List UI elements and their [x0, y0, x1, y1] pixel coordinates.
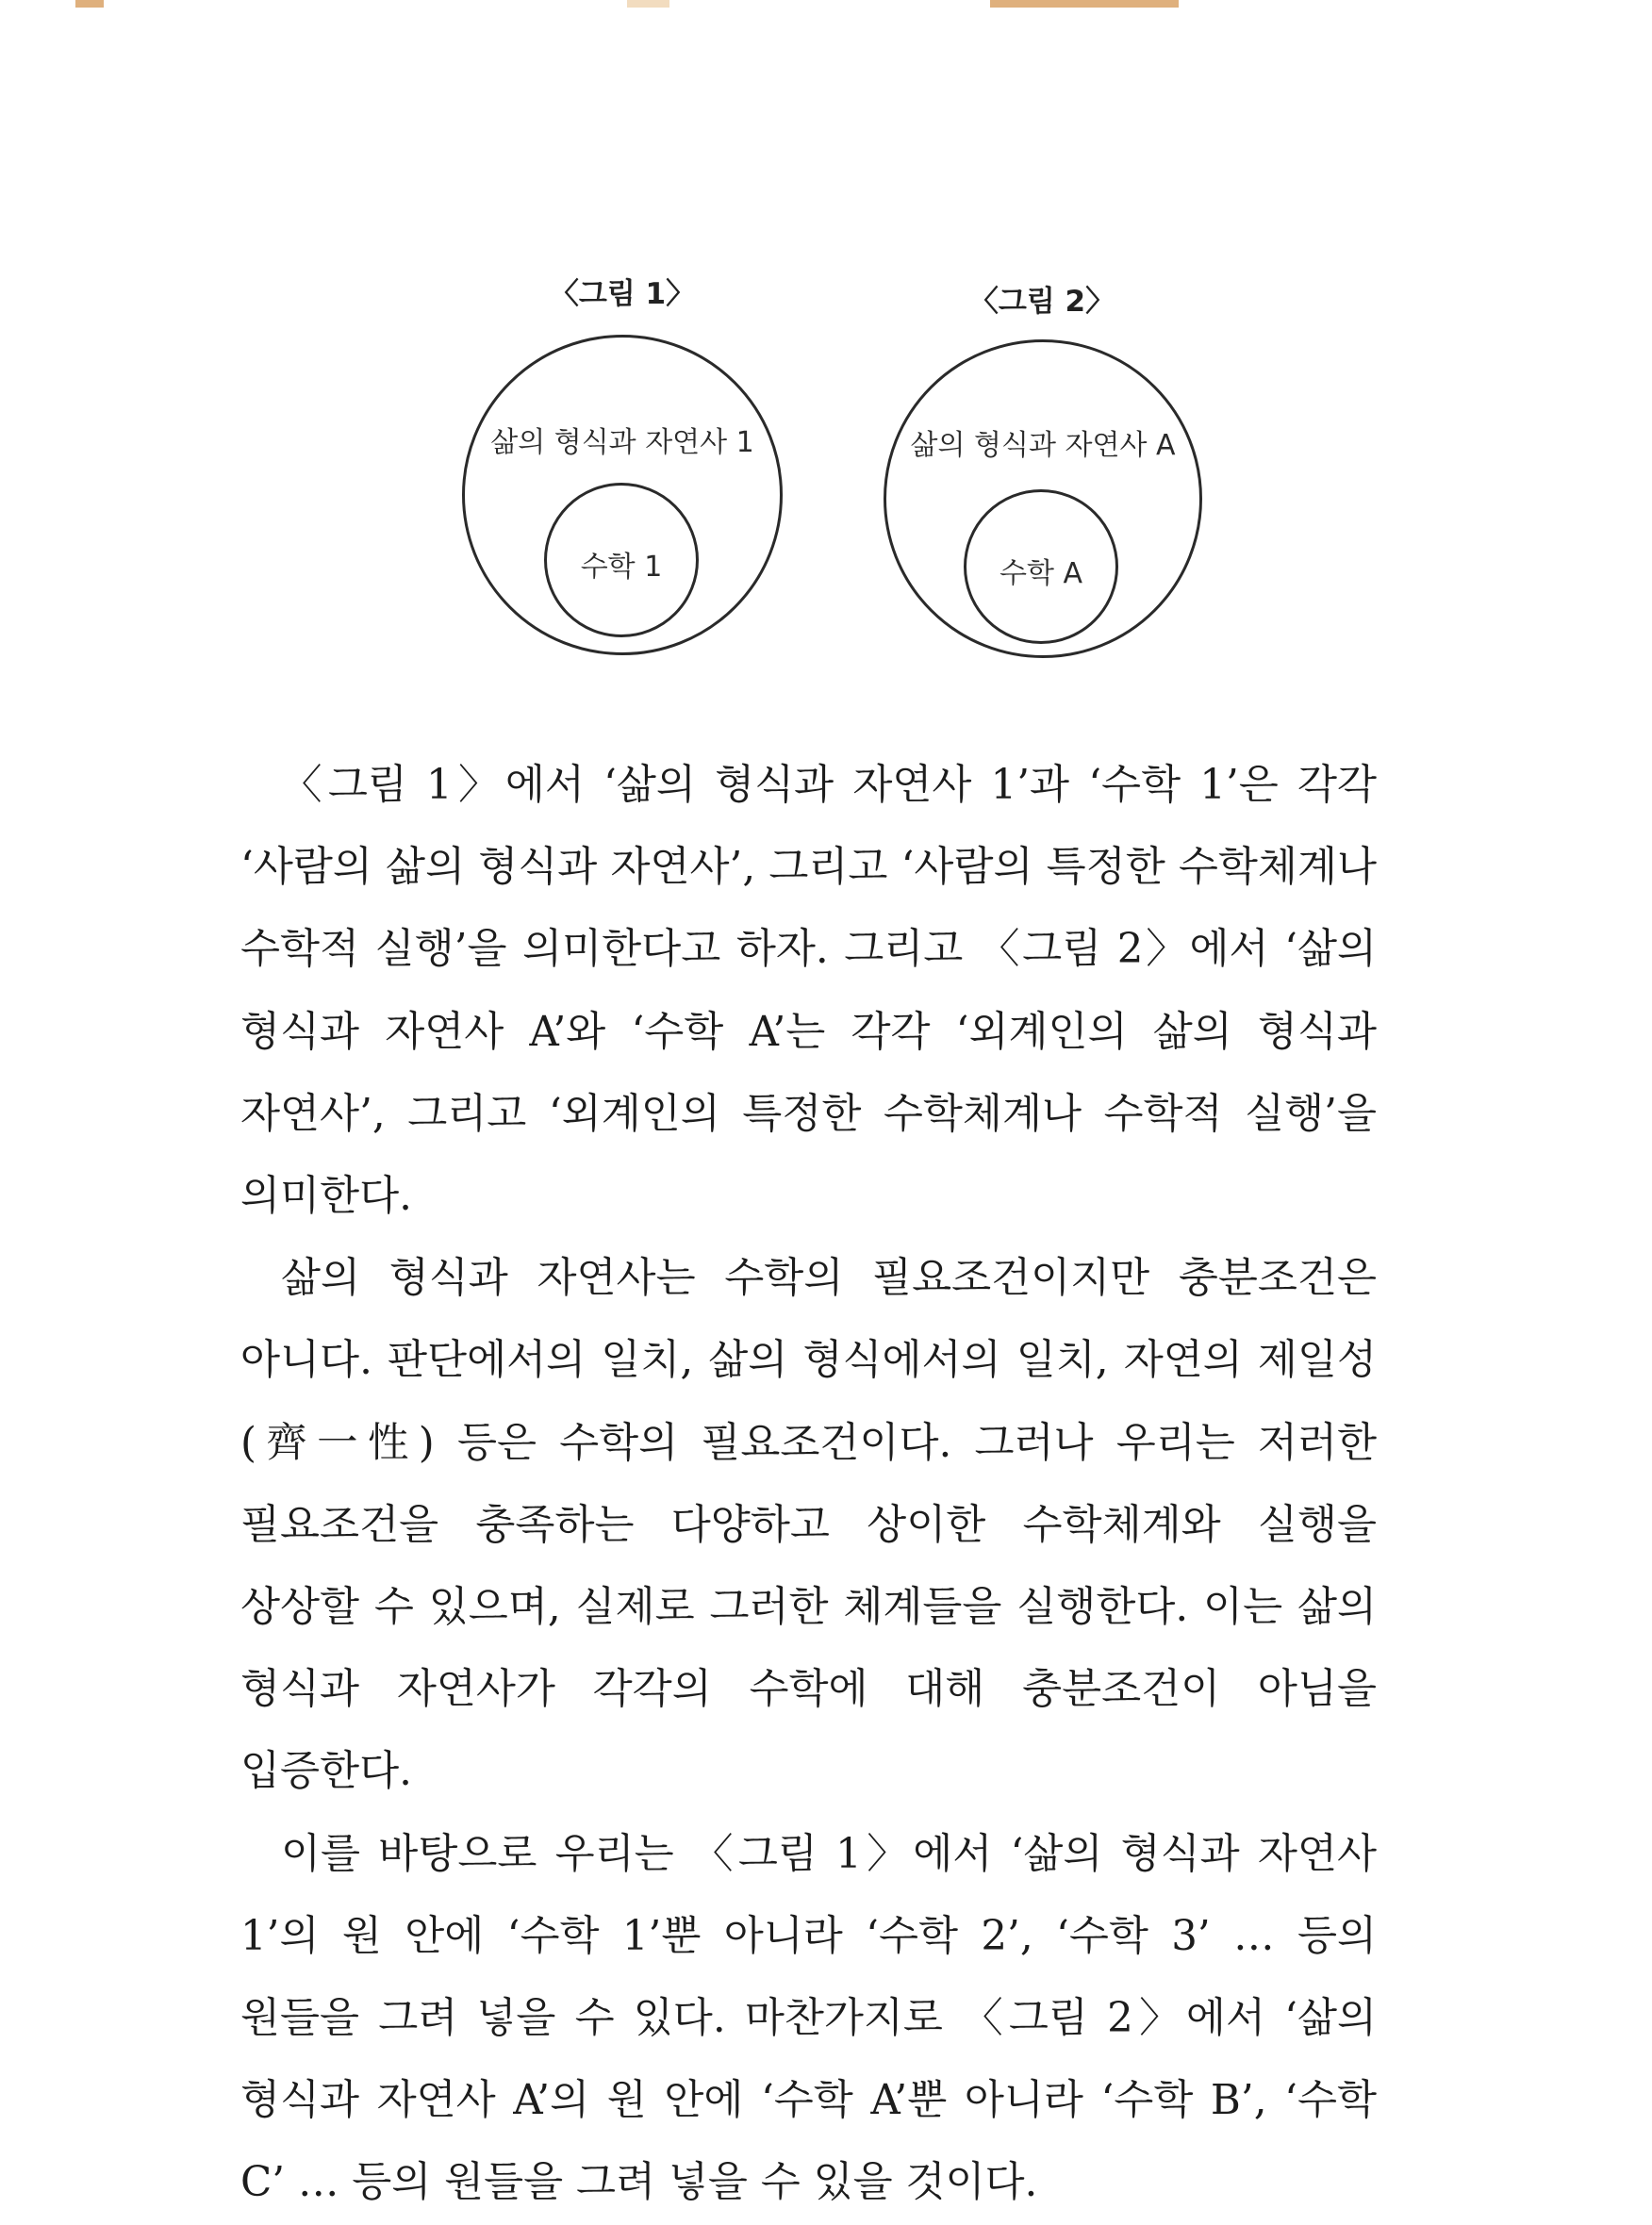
figure-1-outer-label: 삶의 형식과 자연사 1 — [490, 426, 754, 459]
figure-2-caption: 〈그림 2〉 — [968, 285, 1115, 319]
figure-1-inner-label: 수학 1 — [580, 551, 663, 584]
paragraph: 삶의 형식과 자연사는 수학의 필요조건이지만 충분조건은 아니다. 판단에서의 일치, 삶의 형식에서의 일치, 자연의 제일성(齊一性) 등은 수학의 필요조건이다. 그러나 우리는 저러한 필요조건을 충족하는 다양하고 상이한 수학체계와 실행을 상상할 수 있으며, 실제로 그러한 체계들을 실행한다. 이는 삶의 형식과 자연사가 각각의 수학에 대해 충분조건이 아님을 입증한다. — [240, 1255, 1377, 1796]
figure-2-outer-label: 삶의 형식과 자연사 A — [910, 429, 1176, 462]
figures-area — [0, 0, 1652, 698]
figure-2-inner-label: 수학 A — [999, 557, 1083, 590]
paragraph: 이를 바탕으로 우리는 〈그림 1〉에서 ‘삶의 형식과 자연사 1’의 원 안에 ‘수학 1’뿐 아니라 ‘수학 2’, ‘수학 3’ … 등의 원들을 그려 넣을 수 있다. 마찬가지로 〈그림 2〉에서 ‘삶의 형식과 자연사 A’의 원 안에 ‘수학 A’뿐 아니라 ‘수학 B’, ‘수학 C’ … 등의 원들을 그려 넣을 수 있을 것이다. — [240, 1830, 1377, 2207]
body-text — [240, 745, 1377, 2225]
paragraph: 〈그림 1〉에서 ‘삶의 형식과 자연사 1’과 ‘수학 1’은 각각 ‘사람의 삶의 형식과 자연사’, 그리고 ‘사람의 특정한 수학체계나 수학적 실행’을 의미한다고 하자. 그리고 〈그림 2〉에서 ‘삶의 형식과 자연사 A’와 ‘수학 A’는 각각 ‘외계인의 삶의 형식과 자연사’, 그리고 ‘외계인의 특정한 수학체계나 수학적 실행’을 의미한다. — [240, 762, 1377, 1221]
figure-1-caption: 〈그림 1〉 — [549, 277, 696, 311]
